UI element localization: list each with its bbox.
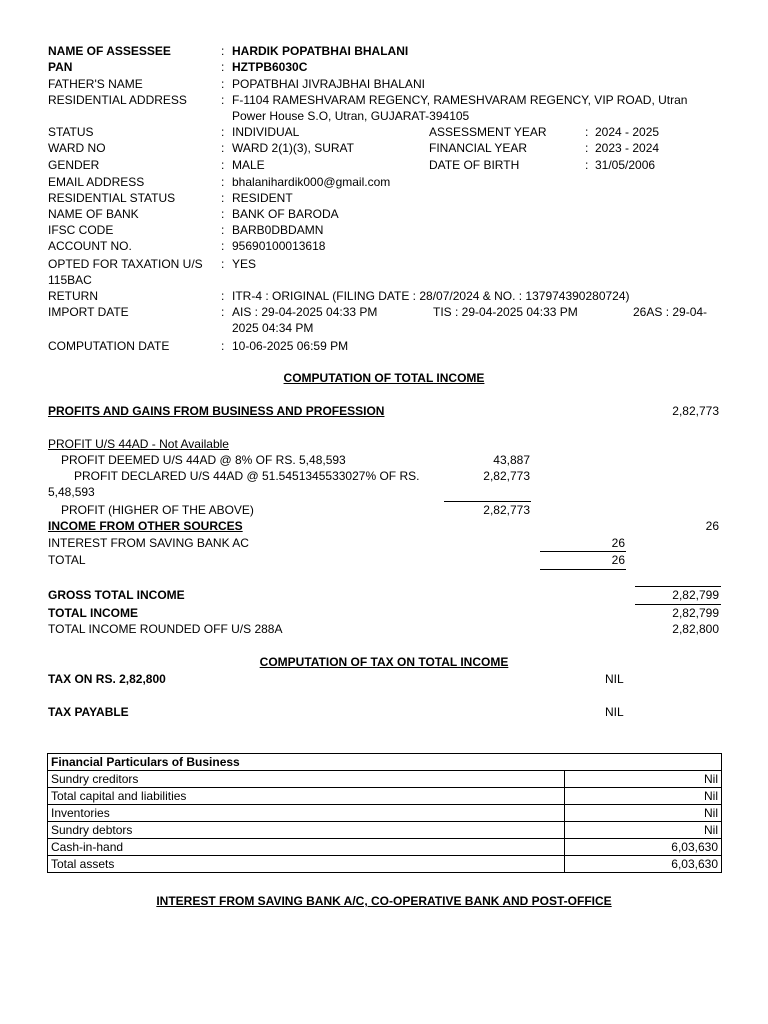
tax-heading: COMPUTATION OF TAX ON TOTAL INCOME	[259, 655, 509, 669]
table-row	[48, 839, 722, 856]
deemed-value: 43,887	[493, 453, 530, 467]
table-row	[48, 805, 722, 822]
tax-on-label: TAX ON RS. 2,82,800	[48, 672, 166, 686]
ay-value: 2024 - 2025	[595, 125, 660, 139]
colon: :	[221, 239, 225, 253]
status-label: STATUS	[48, 125, 94, 139]
email-value: bhalanihardik000@gmail.com	[232, 175, 391, 189]
colon: :	[221, 191, 225, 205]
row-label: Total capital and liabilities	[48, 788, 565, 805]
financial-heading: Financial Particulars of Business	[48, 754, 722, 771]
other-sources-total: 26	[705, 519, 719, 533]
colon: :	[221, 158, 225, 172]
declared-label-2: 5,48,593	[48, 485, 95, 499]
ward-value: WARD 2(1)(3), SURAT	[232, 141, 355, 155]
gti-value: 2,82,799	[672, 588, 719, 602]
ward-label: WARD NO	[48, 141, 106, 155]
import-ais: AIS : 29-04-2025 04:33 PM	[232, 305, 378, 319]
row-label: Inventories	[48, 805, 565, 822]
colon: :	[221, 93, 225, 107]
res-status-label: RESIDENTIAL STATUS	[48, 191, 176, 205]
res-status-value: RESIDENT	[232, 191, 293, 205]
colon: :	[221, 257, 225, 271]
table-row	[48, 856, 722, 873]
colon: :	[221, 141, 225, 155]
colon: :	[585, 125, 589, 139]
assessee-name: HARDIK POPATBHAI BHALANI	[232, 44, 409, 58]
colon: :	[221, 339, 225, 353]
table-row	[48, 771, 722, 788]
fy-value: 2023 - 2024	[595, 141, 660, 155]
account-value: 95690100013618	[232, 239, 326, 253]
status-value: INDIVIDUAL	[232, 125, 300, 139]
tax-payable-value: NIL	[605, 705, 624, 719]
colon: :	[221, 44, 225, 58]
table-row	[48, 788, 722, 805]
declared-value: 2,82,773	[483, 469, 530, 483]
row-label: Cash-in-hand	[48, 839, 565, 856]
row-value: Nil	[565, 771, 722, 788]
row-value: Nil	[565, 805, 722, 822]
dob-value: 31/05/2006	[595, 158, 656, 172]
total-rule-bottom	[540, 569, 626, 570]
tax-on-value: NIL	[605, 672, 624, 686]
name-label: NAME OF ASSESSEE	[48, 44, 171, 58]
colon: :	[585, 141, 589, 155]
import-tis: TIS : 29-04-2025 04:33 PM	[433, 305, 578, 319]
address-line-2: Power House S.O, Utran, GUJARAT-394105	[232, 109, 470, 123]
address-line-1: F-1104 RAMESHVARAM REGENCY, RAMESHVARAM REGENCY, VIP ROAD, Utran	[232, 93, 688, 107]
declared-label-1: PROFIT DECLARED U/S 44AD @ 51.5451345533027% OF RS.	[74, 469, 420, 483]
pan-value: HZTPB6030C	[232, 60, 308, 74]
account-label: ACCOUNT NO.	[48, 239, 132, 253]
total-income-value: 2,82,799	[672, 606, 719, 620]
colon: :	[221, 289, 225, 303]
row-value: Nil	[565, 788, 722, 805]
higher-label: PROFIT (HIGHER OF THE ABOVE)	[61, 503, 254, 517]
interest-value: 26	[611, 536, 625, 550]
ifsc-value: BARB0DBDAMN	[232, 223, 324, 237]
import-26as: 26AS : 29-04-	[633, 305, 708, 319]
business-heading: PROFITS AND GAINS FROM BUSINESS AND PROFESSION	[48, 404, 385, 418]
tax-payable-label: TAX PAYABLE	[48, 705, 129, 719]
colon: :	[221, 60, 225, 74]
father-value: POPATBHAI JIVRAJBHAI BHALANI	[232, 77, 425, 91]
ifsc-label: IFSC CODE	[48, 223, 114, 237]
father-label: FATHER'S NAME	[48, 77, 143, 91]
row-label: Sundry creditors	[48, 771, 565, 788]
bank-label: NAME OF BANK	[48, 207, 139, 221]
colon: :	[585, 158, 589, 172]
opted-value: YES	[232, 257, 257, 271]
return-value: ITR-4 : ORIGINAL (FILING DATE : 28/07/2024 & NO. : 137974390280724)	[232, 289, 630, 303]
row-value: 6,03,630	[565, 856, 722, 873]
row-value: 6,03,630	[565, 839, 722, 856]
dob-label: DATE OF BIRTH	[429, 158, 520, 172]
income-heading: COMPUTATION OF TOTAL INCOME	[283, 371, 485, 385]
profit-44ad-heading: PROFIT U/S 44AD - Not Available	[48, 437, 229, 451]
interest-label: INTEREST FROM SAVING BANK AC	[48, 536, 249, 550]
colon: :	[221, 125, 225, 139]
address-label: RESIDENTIAL ADDRESS	[48, 93, 187, 107]
higher-value: 2,82,773	[483, 503, 530, 517]
fy-label: FINANCIAL YEAR	[429, 141, 528, 155]
import-label: IMPORT DATE	[48, 305, 129, 319]
computation-date-label: COMPUTATION DATE	[48, 339, 170, 353]
return-label: RETURN	[48, 289, 98, 303]
email-label: EMAIL ADDRESS	[48, 175, 145, 189]
row-value: Nil	[565, 822, 722, 839]
colon: :	[221, 305, 225, 319]
rounded-value: 2,82,800	[672, 622, 719, 636]
table-header-row	[48, 754, 722, 771]
footer-heading: INTEREST FROM SAVING BANK A/C, CO-OPERATIVE BANK AND POST-OFFICE	[156, 894, 612, 908]
colon: :	[221, 77, 225, 91]
gti-label: GROSS TOTAL INCOME	[48, 588, 185, 602]
row-label: Total assets	[48, 856, 565, 873]
row-label: Sundry debtors	[48, 822, 565, 839]
opted-label-2: 115BAC	[48, 273, 92, 287]
colon: :	[221, 175, 225, 189]
table-row	[48, 822, 722, 839]
computation-date-value: 10-06-2025 06:59 PM	[232, 339, 349, 353]
ay-label: ASSESSMENT YEAR	[429, 125, 547, 139]
deemed-label: PROFIT DEEMED U/S 44AD @ 8% OF RS. 5,48,593	[61, 453, 346, 467]
colon: :	[221, 207, 225, 221]
business-total: 2,82,773	[672, 404, 719, 418]
opted-label-1: OPTED FOR TAXATION U/S	[48, 257, 203, 271]
total-income-label: TOTAL INCOME	[48, 606, 138, 620]
rounded-label: TOTAL INCOME ROUNDED OFF U/S 288A	[48, 622, 283, 636]
bank-value: BANK OF BARODA	[232, 207, 339, 221]
import-26as-cont: 2025 04:34 PM	[232, 321, 314, 335]
pan-label: PAN	[48, 60, 73, 74]
gender-value: MALE	[232, 158, 265, 172]
colon: :	[221, 223, 225, 237]
other-sources-heading: INCOME FROM OTHER SOURCES	[48, 519, 243, 533]
total-label: TOTAL	[48, 553, 86, 567]
total-value: 26	[611, 553, 625, 567]
gender-label: GENDER	[48, 158, 100, 172]
financial-particulars-table	[47, 753, 722, 873]
